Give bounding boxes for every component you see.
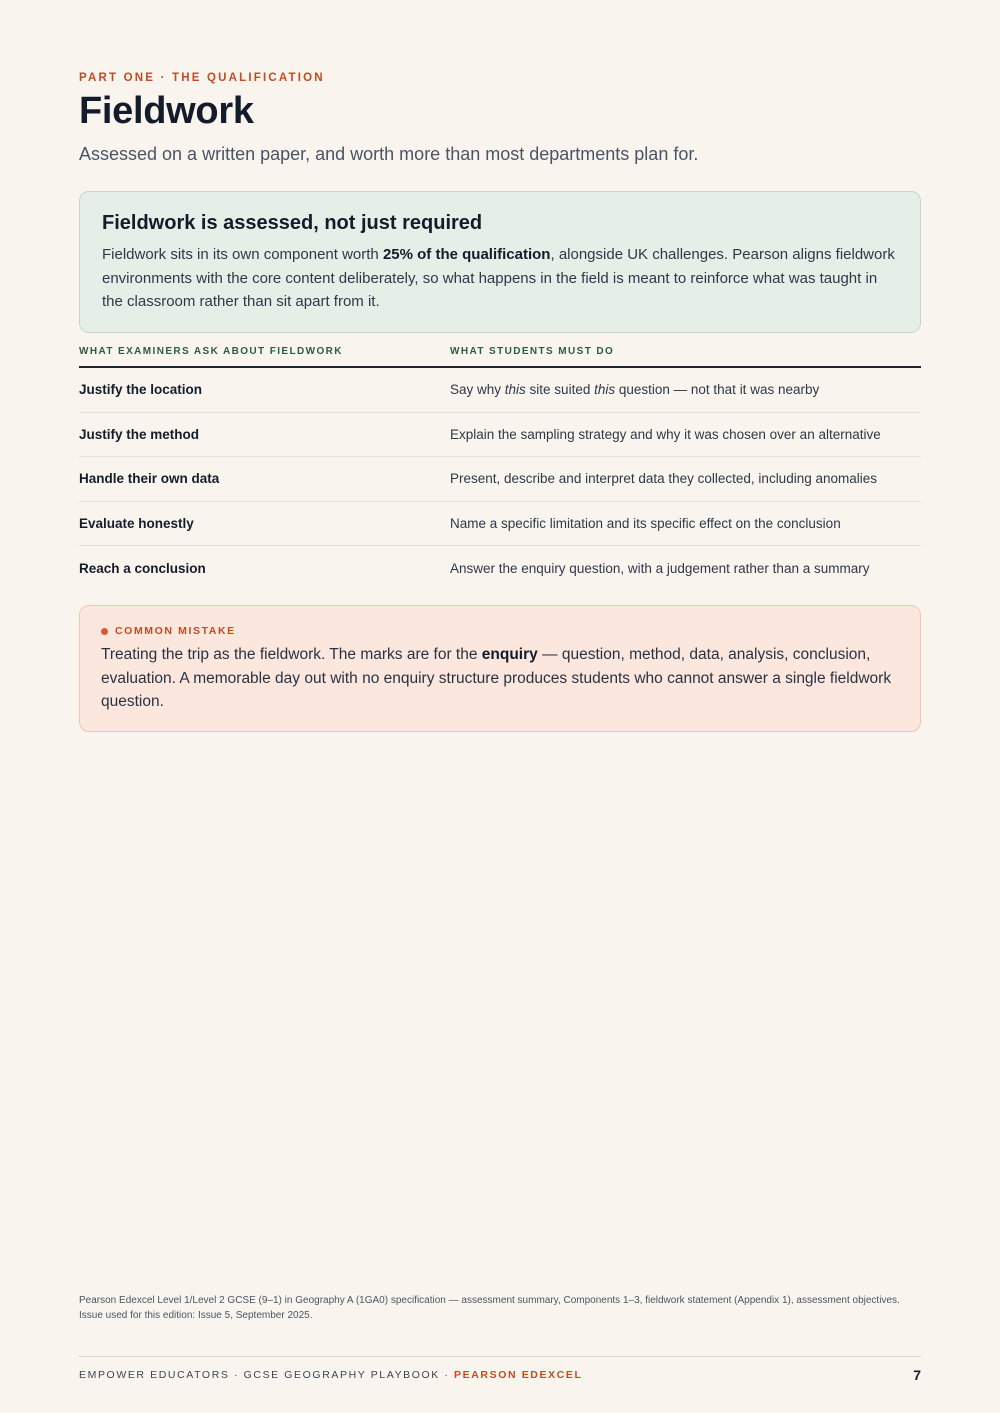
callout-body-text: Fieldwork sits in its own component worth bbox=[102, 246, 383, 263]
row-do-emphasis: this bbox=[594, 382, 616, 398]
row-do-text: site suited bbox=[525, 382, 595, 398]
row-do: Name a specific limitation and its specific effect on the conclusion bbox=[450, 516, 841, 532]
row-do: Answer the enquiry question, with a judgement rather than a summary bbox=[450, 561, 870, 577]
row-ask: Justify the location bbox=[79, 382, 203, 398]
row-ask: Reach a conclusion bbox=[79, 561, 206, 577]
assessment-callout bbox=[79, 191, 921, 333]
callout-body bbox=[102, 243, 898, 314]
section-eyebrow: PART ONE · THE QUALIFICATION bbox=[79, 72, 325, 84]
footer-credit bbox=[79, 1369, 582, 1381]
common-mistake-body bbox=[101, 643, 899, 714]
footer-publication: EMPOWER EDUCATORS · GCSE GEOGRAPHY PLAYBOOK · bbox=[79, 1368, 455, 1381]
callout-body-text-end: , alongside UK challenges. Pearson aligns fieldwork environments with the core content deliberately, so what happens in the field is meant to reinforce what was taught in the classroom rather than sit apart from it. bbox=[102, 246, 895, 310]
table-row bbox=[79, 546, 921, 591]
row-ask: Handle their own data bbox=[79, 471, 220, 487]
page-title: Fieldwork bbox=[79, 90, 254, 132]
table-row bbox=[79, 413, 921, 458]
row-do: Present, describe and interpret data they collected, including anomalies bbox=[450, 471, 878, 487]
row-ask: Evaluate honestly bbox=[79, 516, 194, 532]
footer-brand: PEARSON EDEXCEL bbox=[454, 1368, 583, 1381]
page-number: 7 bbox=[913, 1366, 921, 1383]
table-row bbox=[79, 457, 921, 502]
common-mistake-label: COMMON MISTAKE bbox=[115, 625, 236, 637]
common-mistake-tag bbox=[101, 625, 899, 637]
row-do-emphasis: this bbox=[504, 382, 526, 398]
row-do: Explain the sampling strategy and why it was chosen over an alternative bbox=[450, 426, 881, 442]
page-subtitle: Assessed on a written paper, and worth more than most departments plan for. bbox=[79, 144, 699, 164]
mistake-emphasis: enquiry bbox=[481, 646, 538, 663]
table-row bbox=[79, 368, 921, 413]
column-header-do: WHAT STUDENTS MUST DO bbox=[450, 346, 615, 357]
row-do-text: question — not that it was nearby bbox=[615, 382, 820, 398]
mistake-text-end: — question, method, data, analysis, conclusion, evaluation. A memorable day out with no enquiry structure produces students who cannot answer a single fieldwork question. bbox=[101, 646, 892, 710]
callout-heading: Fieldwork is assessed, not just required bbox=[102, 212, 483, 234]
fieldwork-table bbox=[79, 346, 921, 591]
table-header bbox=[79, 346, 921, 368]
source-note: Pearson Edexcel Level 1/Level 2 GCSE (9–1) in Geography A (1GA0) specification — assessment summary, Components 1–3, fieldwork statement (Appendix 1), assessment objectives. Issue used for this edition: Issue 5, September 2025. bbox=[79, 1295, 900, 1321]
row-do bbox=[450, 382, 921, 397]
row-ask: Justify the method bbox=[79, 426, 200, 442]
page bbox=[79, 0, 921, 1413]
callout-body-emphasis: 25% of the qualification bbox=[382, 246, 551, 263]
table-row bbox=[79, 502, 921, 547]
mistake-text: Treating the trip as the fieldwork. The marks are for the bbox=[101, 646, 482, 663]
row-do-text: Say why bbox=[450, 382, 505, 398]
column-header-ask: WHAT EXAMINERS ASK ABOUT FIELDWORK bbox=[79, 346, 343, 357]
page-footer bbox=[79, 1356, 921, 1392]
common-mistake-callout bbox=[79, 605, 921, 732]
bullet-dot-icon bbox=[101, 628, 108, 635]
